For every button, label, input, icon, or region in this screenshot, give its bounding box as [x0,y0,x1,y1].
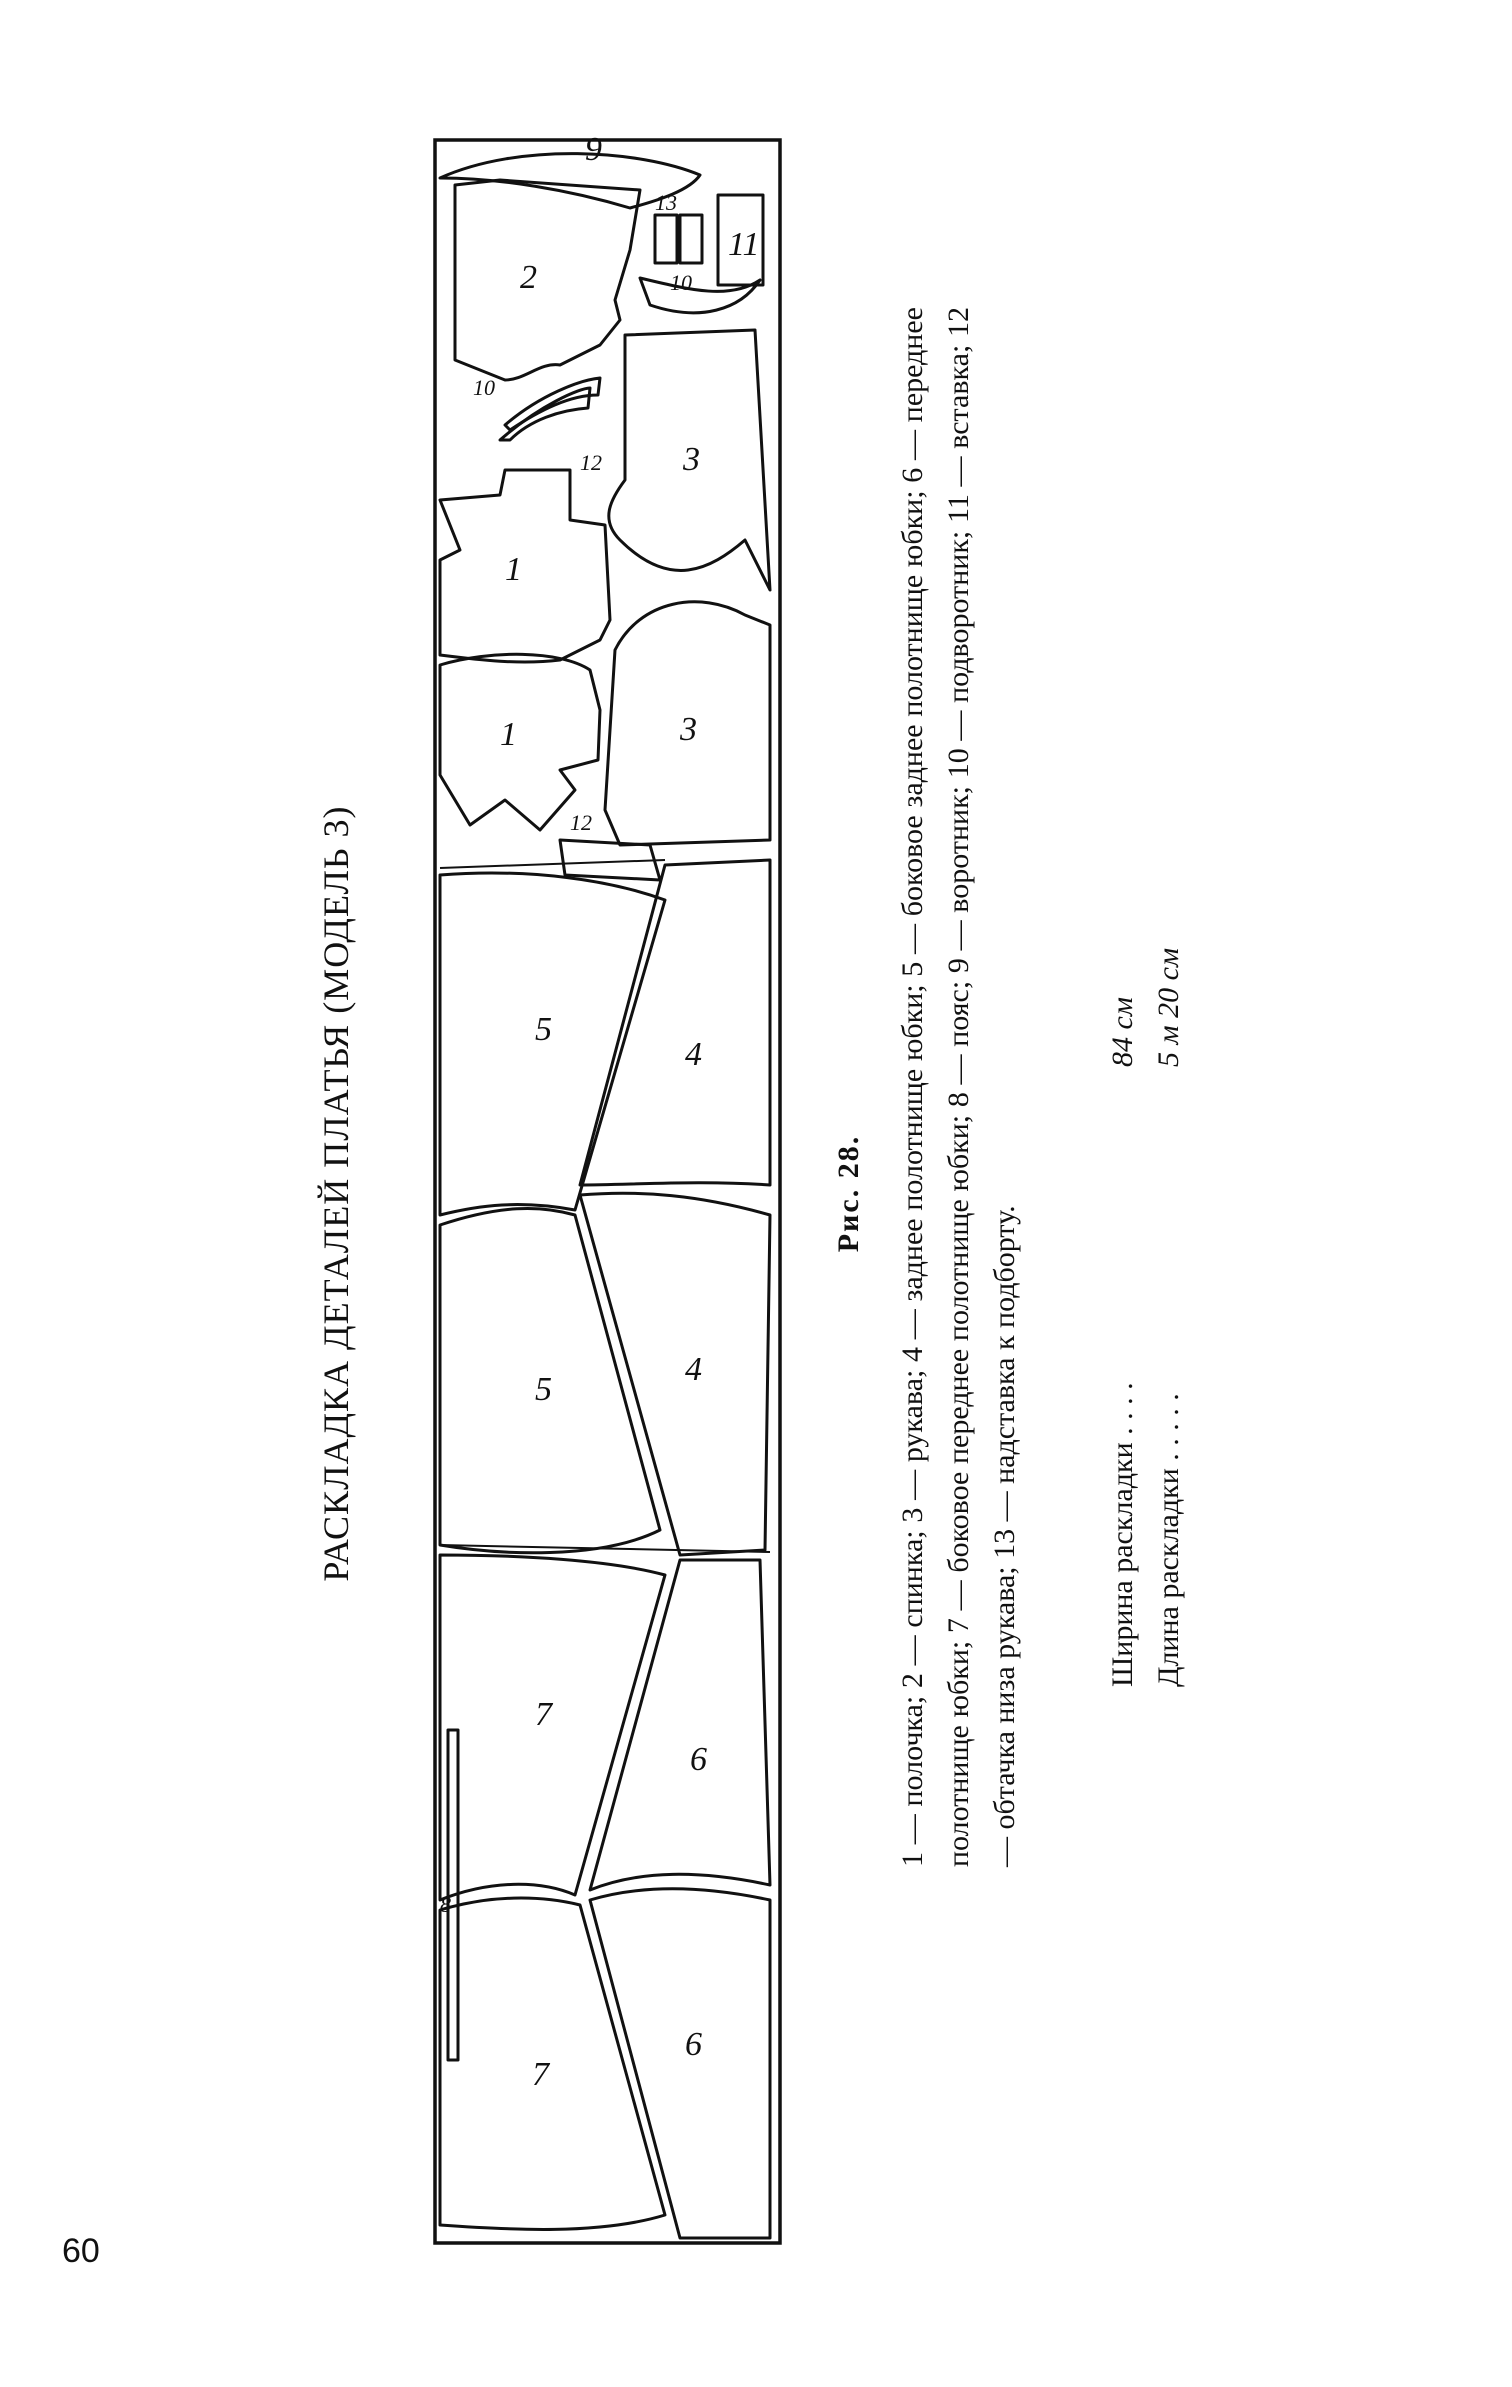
piece-label: 6 [690,1741,707,1778]
length-row [1146,948,1192,1687]
layout-dimensions [1100,948,1192,1687]
page-title: РАСКЛАДКА ДЕТАЛЕЙ ПЛАТЬЯ (МОДЕЛЬ 3) [316,805,356,1582]
piece-label: 9 [585,131,602,168]
piece-label: 12 [570,810,592,835]
page-number: 60 [62,2232,100,2270]
figure-legend [890,307,1028,1867]
piece-label: 8 [440,1892,451,1917]
piece-label: 10 [670,270,692,295]
piece-label: 1 [500,716,517,753]
piece-label: 1 [505,551,522,588]
piece-label: 2 [520,259,537,296]
piece-label: 5 [535,1371,552,1408]
piece-label: 7 [535,1696,552,1733]
length-value: 5 м 20 см [1152,947,1185,1067]
figure-caption: Рис. 28. [832,1134,865,1253]
piece-label: 4 [685,1036,702,1073]
length-label: Длина раскладки . . . . . [1152,1393,1185,1687]
width-label: Ширина раскладки . . . . [1106,1382,1139,1687]
legend-text: 1 — полочка; 2 — спинка; 3 — рукава; 4 — заднее полотнище юбки; 5 — боковое заднее полотнище юбки; 6 — переднее полотнище юбки; 7 — боковое переднее полотнище юбки; 8 — пояс; 9 — воротник; 10 — подворотник; 11 — вставка; 12 — обтачка низа рукава; 13 — надставка к подборту. [896,307,1021,1867]
piece-label: 5 [535,1011,552,1048]
width-row [1100,948,1146,1687]
width-value: 84 см [1106,997,1139,1067]
piece-label: 10 [473,375,495,400]
piece-label: 13 [655,190,677,215]
piece-label: 7 [532,2056,549,2093]
piece-label: 12 [580,450,602,475]
piece-label: 3 [680,711,697,748]
piece-label: 6 [685,2026,702,2063]
piece-label: 4 [685,1351,702,1388]
piece-label: 3 [683,441,700,478]
piece-label: 11 [728,226,760,263]
